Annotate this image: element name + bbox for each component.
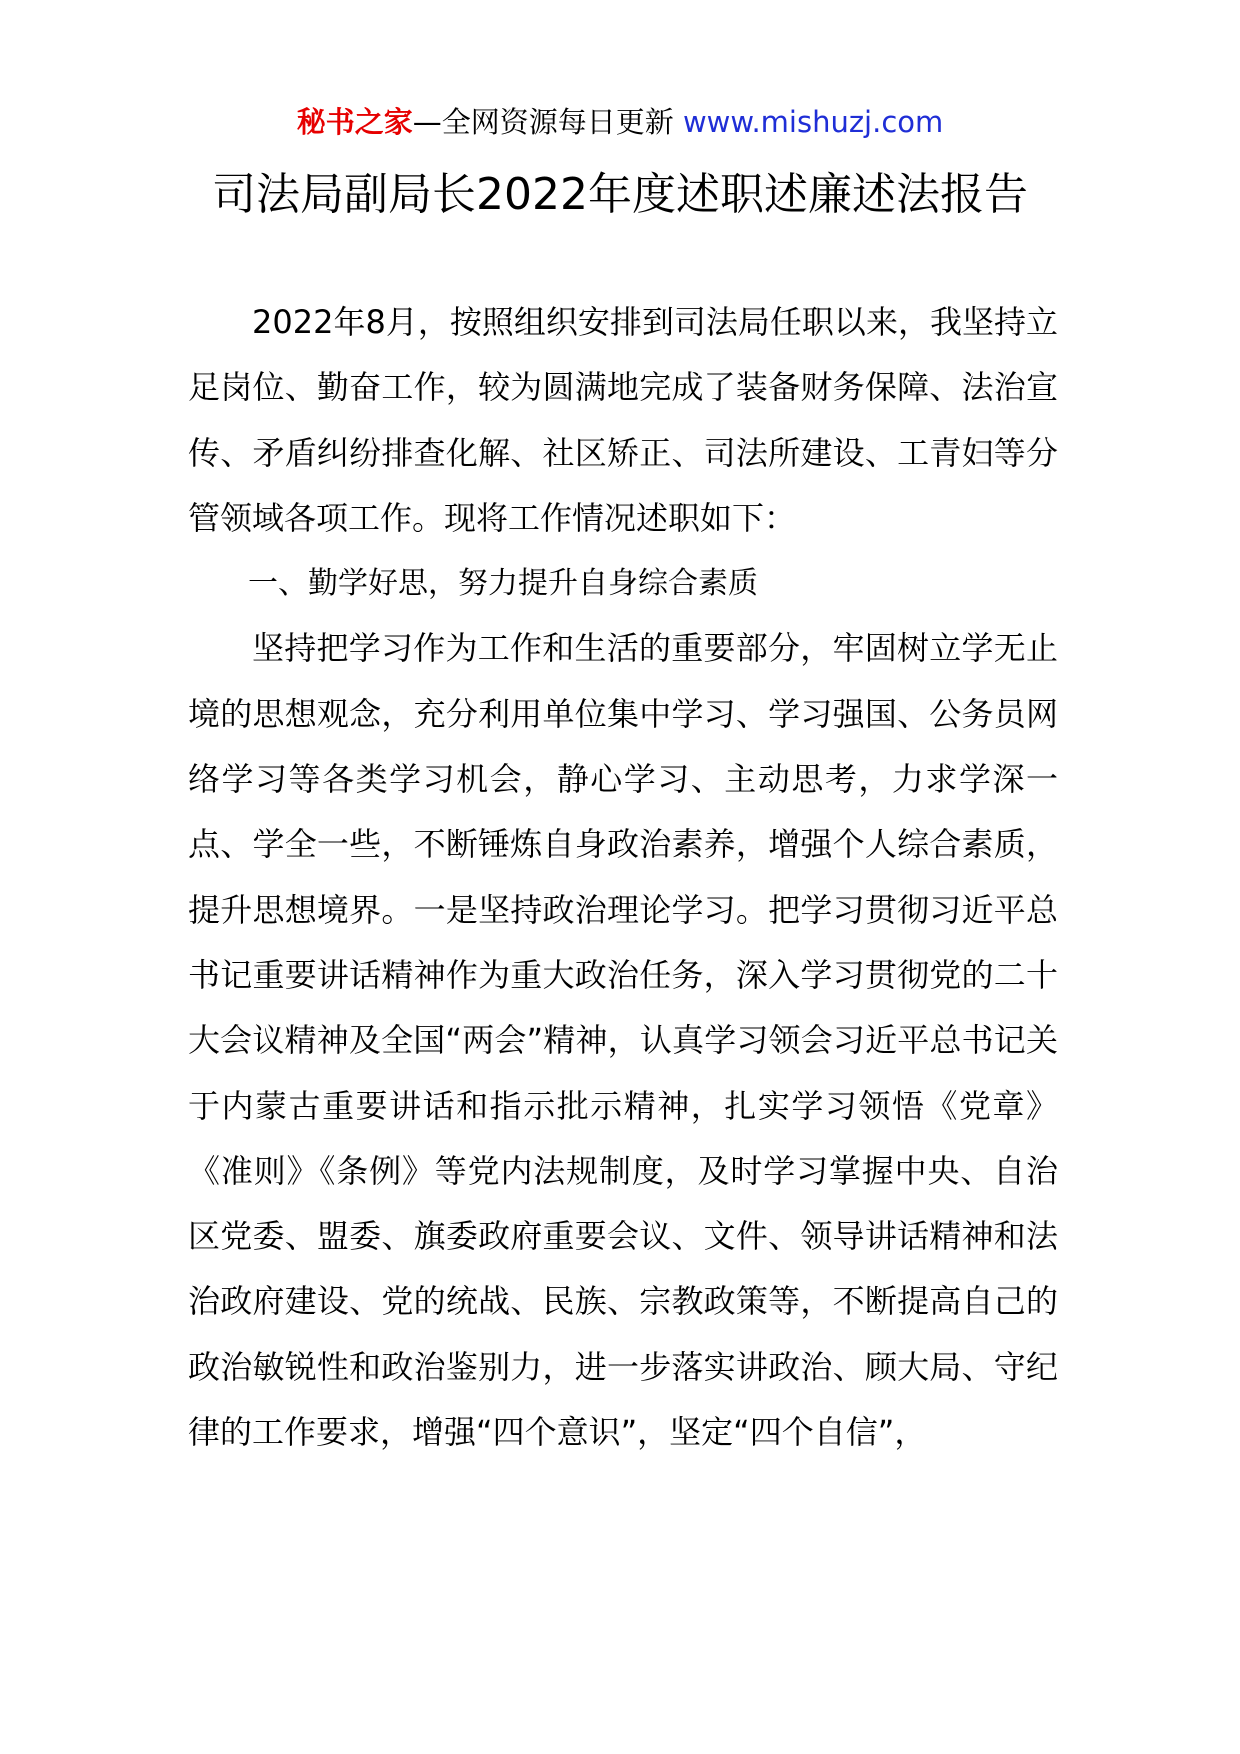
intro-paragraph: 2022年8月，按照组织安排到司法局任职以来，我坚持立足岗位、勤奋工作，较为圆满地完成了装备财务保障、法治宣传、矛盾纠纷排查化解、社区矫正、司法所建设、工青妇等分管领域各项工作。现将工作情况述职如下： — [188, 303, 1058, 537]
brand-name: 秘书之家 — [296, 105, 413, 139]
site-header — [0, 100, 1240, 144]
section-heading: 一、勤学好思，努力提升自身综合素质 — [248, 566, 758, 602]
site-url-link[interactable]: www.mishuzj.com — [682, 105, 944, 139]
body-paragraph: 坚持把学习作为工作和生活的重要部分，牢固树立学无止境的思想观念，充分利用单位集中学习、学习强国、公务员网络学习等各类学习机会，静心学习、主动思考，力求学深一点、学全一些，不断锤炼自身政治素养，增强个人综合素质，提升思想境界。一是坚持政治理论学习。把学习贯彻习近平总书记重要讲话精神作为重大政治任务，深入学习贯彻党的二十大会议精神及全国“两会”精神，认真学习领会习近平总书记关于内蒙古重要讲话和指示批示精神，扎实学习领悟《党章》《准则》《条例》等党内法规制度，及时学习掌握中央、自治区党委、盟委、旗委政府重要会议、文件、领导讲话精神和法治政府建设、党的统战、民族、宗教政策等，不断提高自己的政治敏锐性和政治鉴别力，进一步落实讲政治、顾大局、守纪律的工作要求，增强“四个意识”，坚定“四个自信”， — [188, 629, 1058, 1452]
document-title: 司法局副局长2022年度述职述廉述法报告 — [212, 169, 1028, 220]
header-slogan: —全网资源每日更新 — [412, 105, 674, 139]
document-body — [188, 290, 1058, 1465]
